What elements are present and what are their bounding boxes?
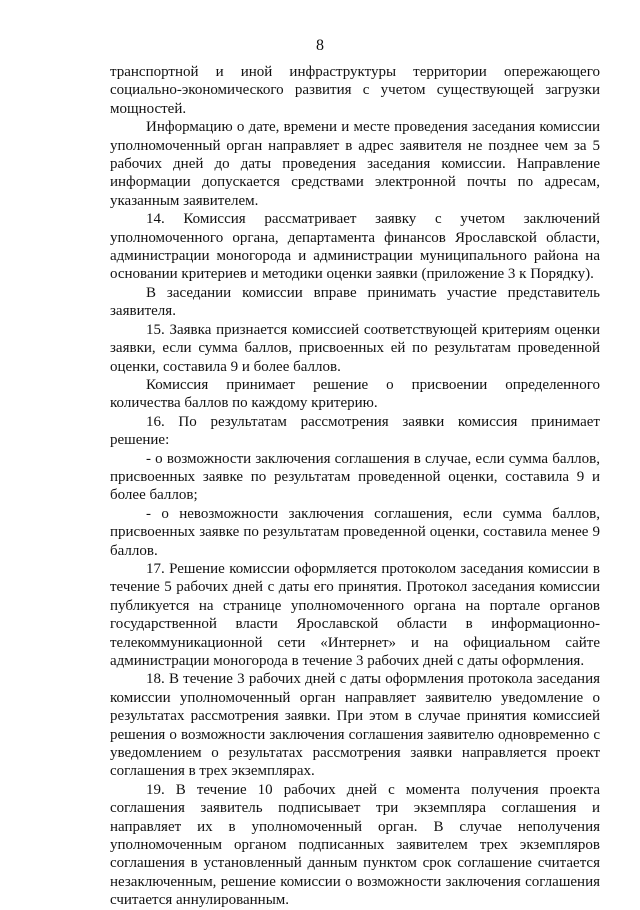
paragraph-meeting-notice: Информацию о дате, времени и месте проведения заседания комиссии уполномоченный орган направляет в адрес заявителя не позднее чем за 5 рабочих дней до даты проведения заседания комиссии. Направление информации допускается средствами электронной почты по адресам, указанным заявителем. — [110, 119, 600, 209]
paragraph-16-option-possible: - о возможности заключения соглашения в случае, если сумма баллов, присвоенных заявке по результатам проведенной оценки, составила 9 и более баллов; — [110, 450, 600, 504]
paragraph-15-scoring: Комиссия принимает решение о присвоении определенного количества баллов по каждому критерию. — [110, 376, 600, 412]
paragraph-16: 16. По результатам рассмотрения заявки комиссия принимает решение: — [110, 413, 600, 449]
paragraph-18: 18. В течение 3 рабочих дней с даты оформления протокола заседания комиссии уполномоченный орган направляет заявителю уведомление о результатах рассмотрения заявки. При этом в случае принятия комиссией решения о возможности заключения соглашения заявителю одновременно с уведомлением о результатах рассмотрения заявки направляется проект соглашения в трех экземплярах. — [110, 671, 600, 780]
paragraph-19: 19. В течение 10 рабочих дней с момента получения проекта соглашения заявитель подписывает три экземпляра соглашения и направляет их в уполномоченный орган. В случае неполучения уполномоченным органом подписанных заявителем трех экземпляров соглашения в установленный данным пунктом срок соглашение считается незаключенным, решение комиссии о возможности заключения соглашения считается аннулированным. — [110, 781, 600, 909]
paragraph-16-option-impossible: - о невозможности заключения соглашения, если сумма баллов, присвоенных заявке по результатам проведенной оценки, составила менее 9 баллов. — [110, 505, 600, 559]
paragraph-15: 15. Заявка признается комиссией соответствующей критериям оценки заявки, если сумма баллов, присвоенных ей по результатам проведенной оценки, составила 9 и более баллов. — [110, 321, 600, 375]
paragraph-14: 14. Комиссия рассматривает заявку с учетом заключений уполномоченного органа, департамента финансов Ярославской области, администрации моногорода и администрации муниципального района на основании критериев и методики оценки заявки (приложение 3 к Порядку). — [110, 211, 600, 283]
page-number: 8 — [316, 37, 324, 54]
paragraph-14-representative: В заседании комиссии вправе принимать участие представитель заявителя. — [110, 284, 600, 320]
document-body — [110, 63, 600, 910]
paragraph-17: 17. Решение комиссии оформляется протоколом заседания комиссии в течение 5 рабочих дней с даты его принятия. Протокол заседания комиссии публикуется на странице уполномоченного органа на портале органов государственной власти Ярославской области в информационно-телекоммуникационной сети «Интернет» и на официальном сайте администрации моногорода в течение 3 рабочих дней с даты оформления. — [110, 560, 600, 669]
paragraph-continuation: транспортной и иной инфраструктуры территории опережающего социально-экономического развития с учетом существующей загрузки мощностей. — [110, 64, 600, 117]
